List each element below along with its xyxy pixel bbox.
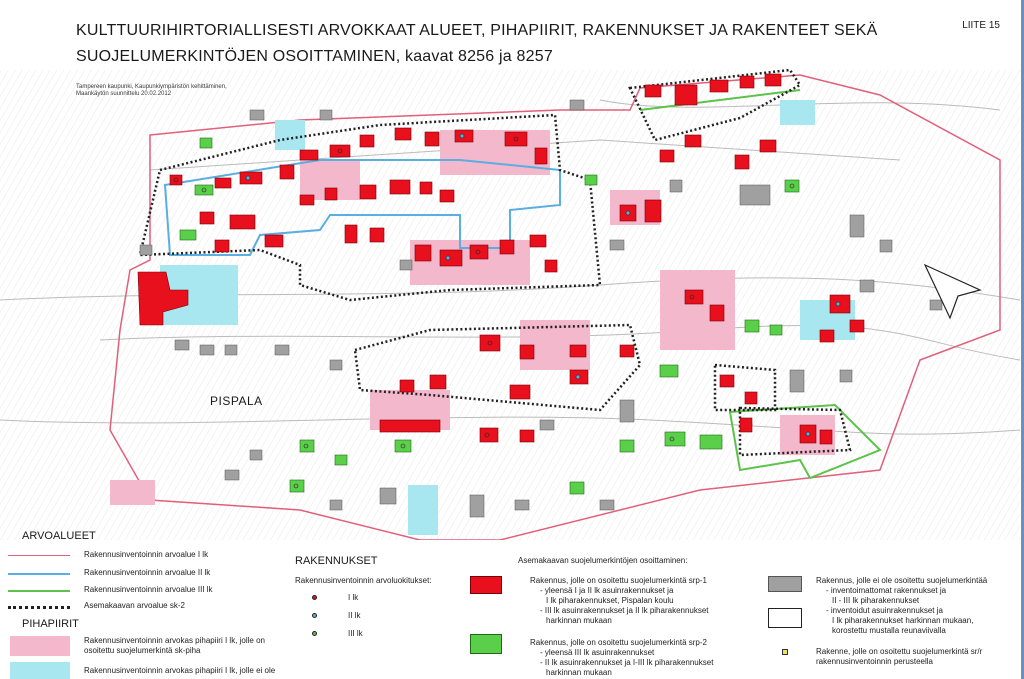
legend-swatch-unprotected — [768, 576, 802, 592]
legend-heading-pihapiirit: PIHAPIIRIT — [22, 618, 79, 630]
legend-item-courtyard-cyan: Rakennusinventoinnin arvokas pihapiiri I lk, jolle ei ole — [84, 666, 276, 675]
place-label-pispala: PISPALA — [210, 394, 263, 408]
legend-swatch-class1 — [8, 555, 70, 556]
legend-item-courtyard-pink — [84, 636, 265, 656]
legend-item-class3: Rakennusinventoinnin arvoalue III lk — [84, 585, 213, 594]
legend-item-srr — [816, 647, 982, 667]
legend-dot-class1 — [312, 595, 317, 600]
legend-swatch-inventoried — [768, 608, 802, 628]
legend-none-l1: Rakennus, jolle ei ole osoitettu suojelumerkintää — [816, 576, 988, 585]
legend-swatch-class3 — [8, 590, 70, 592]
legend-heading-arvoalueet: ARVOALUEET — [22, 530, 96, 542]
legend-srp2-s3: harkinnan mukaan — [546, 668, 612, 677]
legend-srp1-s3: - III lk asuinrakennukset ja II lk piharakennukset — [540, 606, 709, 615]
legend-srp2-l1: Rakennus, jolle on osoitettu suojelumerkintä srp-2 — [530, 638, 707, 647]
legend-courtyard-pink-l1: Rakennusinventoinnin arvokas pihapiiri I lk, jolle on — [84, 636, 265, 645]
legend-swatch-courtyard-cyan — [10, 662, 70, 679]
legend-srp1-s4: harkinnan mukaan — [546, 616, 612, 625]
legend-item-class1: Rakennusinventoinnin arvoalue I lk — [84, 550, 209, 559]
legend-none-s3: - inventoidut asuinrakennukset ja — [826, 606, 943, 615]
legend-label-class2: II lk — [348, 611, 361, 620]
legend-srp2-s1: - yleensä III lk asuinrakennukset — [540, 648, 655, 657]
legend-srp1-s1: - yleensä I ja II lk asuinrakennukset ja — [540, 586, 674, 595]
legend-swatch-sk2 — [8, 606, 70, 609]
legend-item-srp2 — [530, 638, 713, 678]
legend-swatch-srr — [782, 649, 788, 655]
legend-heading-rakennukset: RAKENNUKSET — [295, 555, 378, 567]
legend-dot-class3 — [312, 631, 317, 636]
legend-none-s5: korostettu mustalla reunaviivalla — [832, 626, 946, 635]
legend-srr-l1: Rakenne, jolle on osoitettu suojelumerkintä sr/r — [816, 647, 983, 656]
legend-srr-l2: rakennusinventoinnin perusteella — [816, 657, 933, 666]
map-title-line2: SUOJELUMERKINTÖJEN OSOITTAMINEN, kaavat 8256 ja 8257 — [76, 48, 553, 65]
legend-dot-class2 — [312, 613, 317, 618]
legend-swatch-courtyard-pink — [10, 636, 70, 656]
legend-item-unprotected — [816, 576, 987, 636]
legend-courtyard-pink-l2: osoitettu suojelumerkintä sk-piha — [84, 646, 201, 655]
legend-none-s1: - inventoimattomat rakennukset ja — [826, 586, 947, 595]
legend-label-class3: III lk — [348, 629, 363, 638]
legend-srp1-l1: Rakennus, jolle on osoitettu suojelumerkintä srp-1 — [530, 576, 707, 585]
legend-item-srp1 — [530, 576, 709, 626]
legend-swatch-srp2 — [470, 634, 502, 654]
legend-none-s2: II - III lk piharakennukset — [832, 596, 920, 605]
legend-swatch-class2 — [8, 573, 70, 575]
legend-label-class1: I lk — [348, 593, 359, 602]
appendix-label: LIITE 15 — [962, 20, 1000, 31]
legend-item-sk2: Asemakaavan arvoalue sk-2 — [84, 601, 185, 610]
legend-subheading-classes: Rakennusinventoinnin arvoluokitukset: — [295, 576, 432, 585]
legend-srp1-s2: I lk piharakennukset, Pispalan koulu — [546, 596, 674, 605]
legend-item-class2: Rakennusinventoinnin arvoalue II lk — [84, 568, 211, 577]
legend-swatch-srp1 — [470, 576, 502, 594]
map-title-line1: KULTTUURIHIRTORIALLISESTI ARVOKKAAT ALUEET, PIHAPIIRIT, RAKENNUKSET JA RAKENTEET SEKÄ — [76, 22, 878, 39]
map-legend — [0, 520, 1024, 679]
legend-heading-marking: Asemakaavan suojelumerkintöjen osoittaminen: — [518, 556, 688, 565]
legend-none-s4: I lk piharakennukset harkinnan mukaan, — [832, 616, 974, 625]
legend-srp2-s2: - II lk asuinrakennukset ja I-III lk piharakennukset — [540, 658, 714, 667]
